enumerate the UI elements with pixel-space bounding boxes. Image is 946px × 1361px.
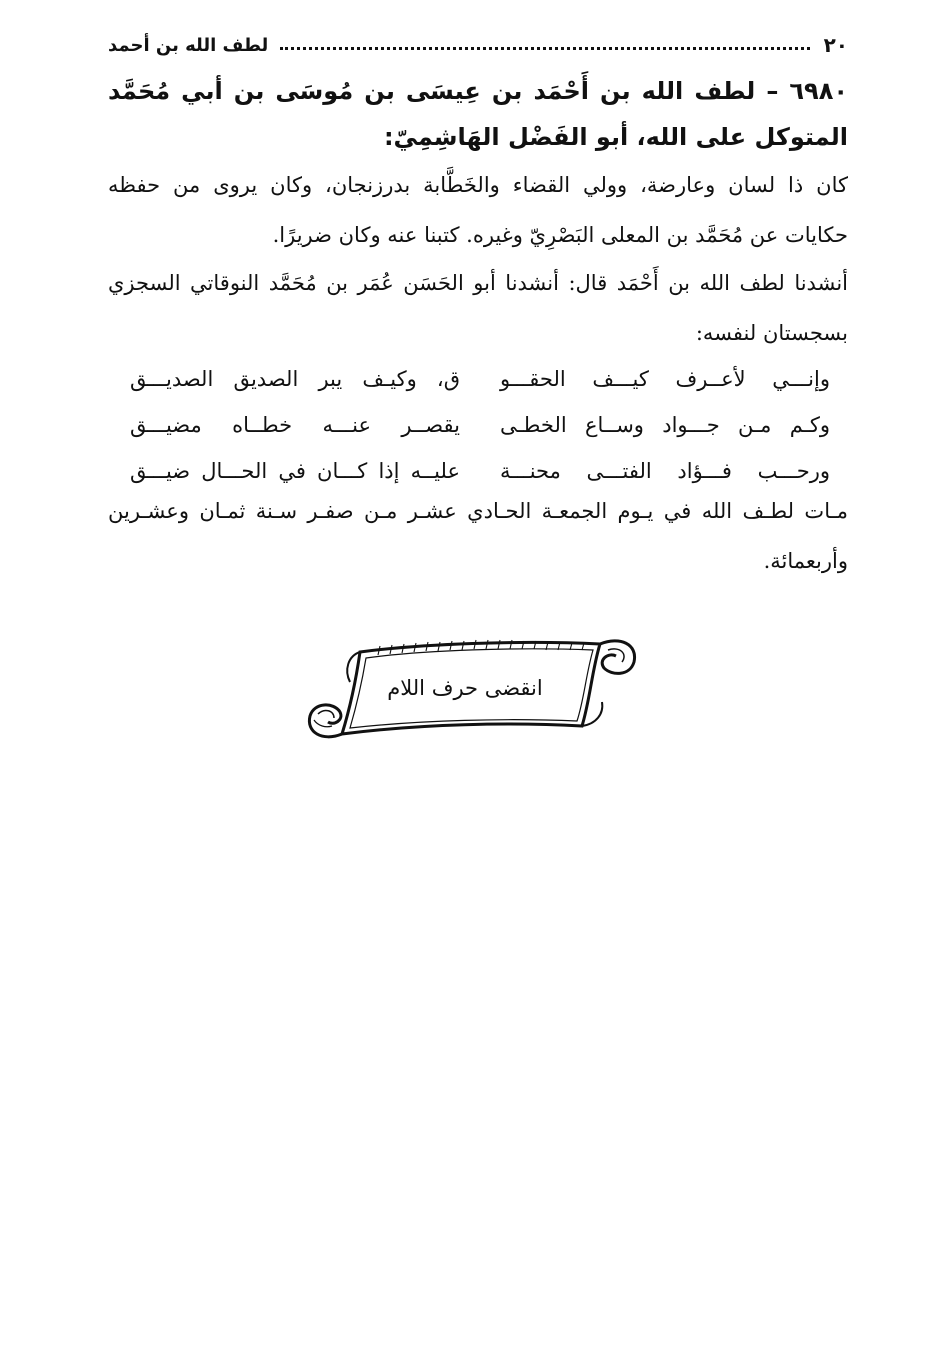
verse-first-hemistich: وإنـــي لأعــرف كيـــف الحقـــو	[500, 367, 830, 391]
biography-paragraph: كان ذا لسان وعارضة، وولي القضاء والخَطَّابة بدرزنجان، وكان يروى من حفظه حكايات عن مُحَمَّد بن المعلى البَصْرِيّ وغيره. كتبنا عنه وكان ضريرًا.	[108, 173, 848, 247]
recitation-paragraph: أنشدنا لطف الله بن أَحْمَد قال: أنشدنا أبو الحَسَن عُمَر بن مُحَمَّد النوقاتي السجزي بسجستان لنفسه:	[108, 271, 848, 345]
verse-line	[130, 402, 830, 448]
verse-second-hemistich: ق، وكيـف يبر الصديق الصديـــق	[130, 367, 460, 391]
running-title: لطف الله بن أحمد	[108, 34, 269, 56]
entry-title: ٦٩٨٠ – لطف الله بن أَحْمَد بن عِيسَى بن مُوسَى بن أبي مُحَمَّد المتوكل على الله، أبو الفَضْل الهَاشِمِيّ:	[108, 77, 848, 151]
page-header	[108, 28, 848, 62]
death-paragraph: مـات لطـف الله في يـوم الجمعـة الحـادي عشـر مـن صفـر سـنة ثمـان وعشـرين وأربعمائة.	[108, 499, 848, 573]
section-end-label: انقضى حرف اللام	[387, 676, 543, 700]
page-number: ٢٠	[823, 33, 848, 57]
verse-first-hemistich: ورحـــب فـــؤاد الفتـــى محنـــة	[500, 459, 830, 483]
verse-line	[130, 356, 830, 402]
verse-first-hemistich: وكـم مـن جـــواد وســاع الخطـى	[500, 413, 830, 437]
verse-second-hemistich: يقصــر عنـــه خطــاه مضيـــق	[130, 413, 460, 437]
header-dot-leader	[280, 47, 809, 50]
verse-second-hemistich: عليــه إذا كـــان في الحـــال ضيـــق	[130, 459, 460, 483]
